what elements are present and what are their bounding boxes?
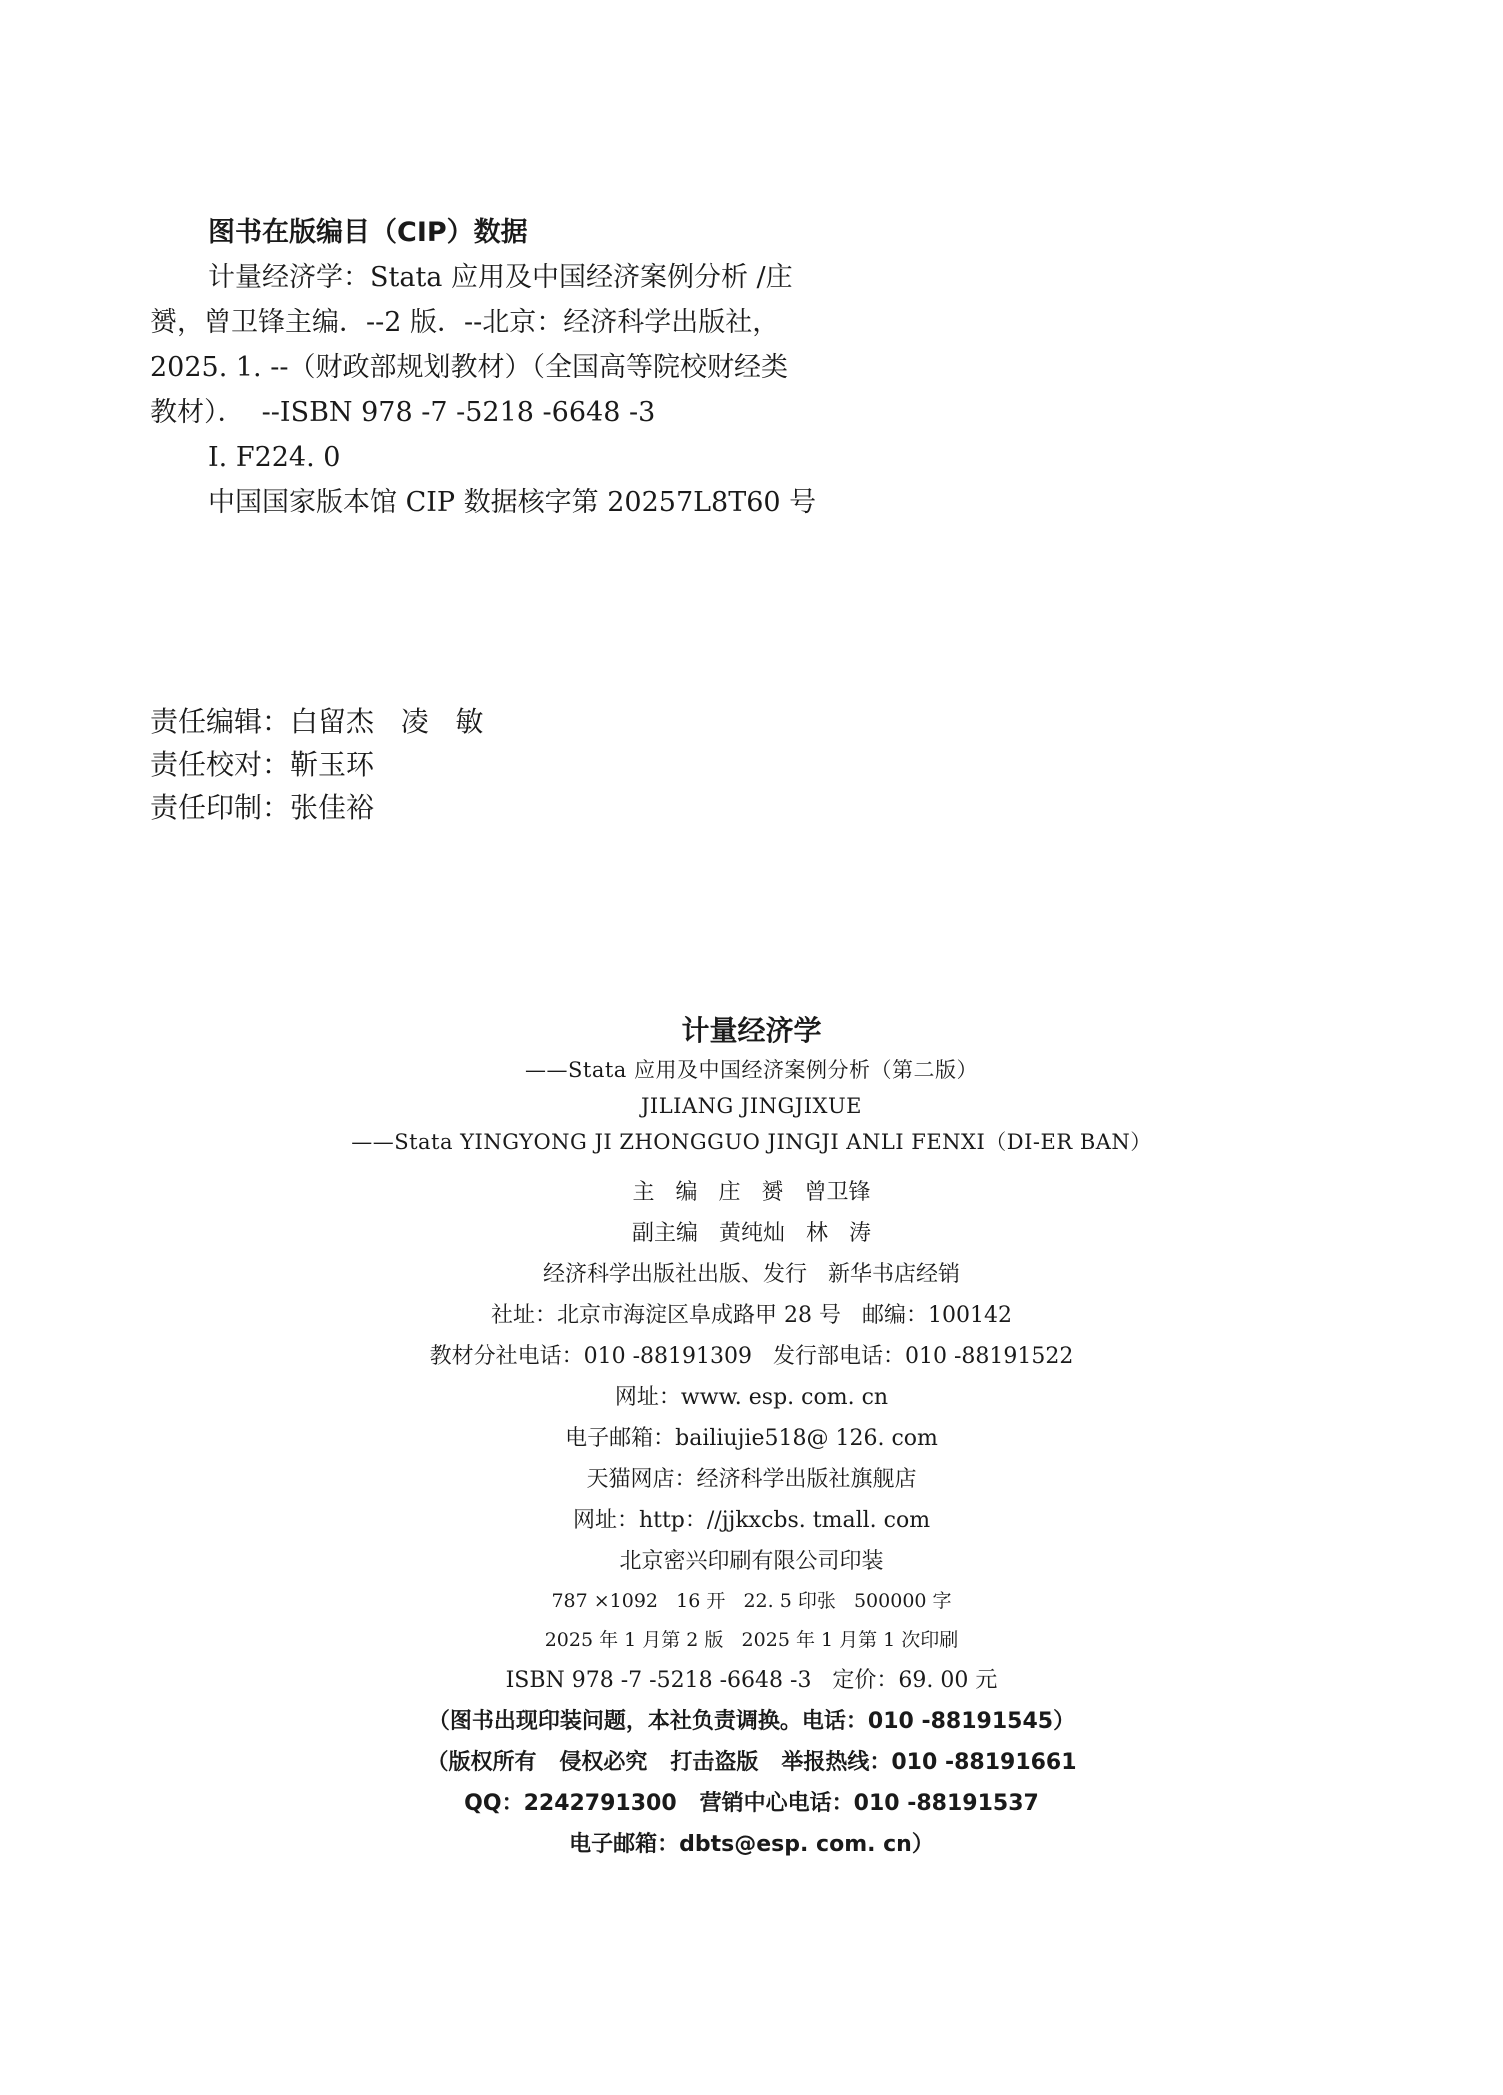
edition-info: 2025 年 1 月第 2 版 2025 年 1 月第 1 次印刷 [544, 1629, 959, 1651]
cip-block [150, 210, 850, 525]
isbn-price: ISBN 978 -7 -5218 -6648 -3 定价：69. 00 元 [505, 1668, 998, 1693]
tmall-store: 天猫网店：经济科学出版社旗舰店 [586, 1467, 917, 1492]
cip-line: 2025. 1. --（财政部规划教材）（全国高等院校财经类 [150, 352, 788, 383]
printer: 北京密兴印刷有限公司印装 [619, 1549, 884, 1574]
pinyin-subtitle: ——Stata YINGYONG JI ZHONGGUO JINGJI ANLI FENXI（DI-ER BAN） [351, 1130, 1152, 1154]
cip-classification: Ⅰ. F224. 0 [208, 442, 341, 473]
quality-notice: （图书出现印装问题，本社负责调换。电话：010 -88191545） [427, 1709, 1076, 1734]
responsible-proofreader: 责任校对：靳玉环 [150, 748, 375, 781]
cip-line: 教材）． --ISBN 978 -7 -5218 -6648 -3 [150, 397, 656, 428]
colophon [0, 1010, 1503, 1865]
cip-heading: 图书在版编目（CIP）数据 [208, 217, 528, 248]
deputy-editors: 副主编 黄纯灿 林 涛 [632, 1221, 871, 1246]
publisher-line: 经济科学出版社出版、发行 新华书店经销 [543, 1262, 960, 1287]
tmall-url: 网址：http：//jjkxcbs. tmall. com [572, 1508, 931, 1533]
book-subtitle: ——Stata 应用及中国经济案例分析（第二版） [525, 1058, 978, 1082]
responsible-printing: 责任印制：张佳裕 [150, 791, 375, 824]
contact-qq: QQ：2242791300 营销中心电话：010 -88191537 [464, 1791, 1039, 1816]
cip-line: 计量经济学：Stata 应用及中国经济案例分析 /庄 [208, 262, 793, 293]
chief-editors: 主 编 庄 赟 曾卫锋 [632, 1180, 871, 1205]
book-format: 787 ×1092 16 开 22. 5 印张 500000 字 [551, 1590, 952, 1612]
responsible-editors [150, 700, 483, 829]
copyright-notice: （版权所有 侵权必究 打击盗版 举报热线：010 -88191661 [426, 1750, 1077, 1775]
responsible-editor: 责任编辑：白留杰 凌 敏 [150, 705, 484, 738]
book-title: 计量经济学 [681, 1014, 822, 1047]
cip-record-number: 中国国家版本馆 CIP 数据核字第 20257L8T60 号 [208, 487, 817, 518]
contact-email: 电子邮箱：dbts@esp. com. cn） [569, 1832, 934, 1857]
publisher-address: 社址：北京市海淀区阜成路甲 28 号 邮编：100142 [491, 1303, 1012, 1328]
cip-description [150, 255, 850, 435]
publisher-email: 电子邮箱：bailiujie518@ 126. com [565, 1426, 938, 1451]
pinyin-title: JILIANG JINGJIXUE [640, 1094, 862, 1118]
publisher-website: 网址：www. esp. com. cn [614, 1385, 889, 1410]
cip-line: 赟，曾卫锋主编．--2 版．--北京：经济科学出版社， [150, 307, 780, 338]
publisher-phones: 教材分社电话：010 -88191309 发行部电话：010 -88191522 [429, 1344, 1074, 1369]
